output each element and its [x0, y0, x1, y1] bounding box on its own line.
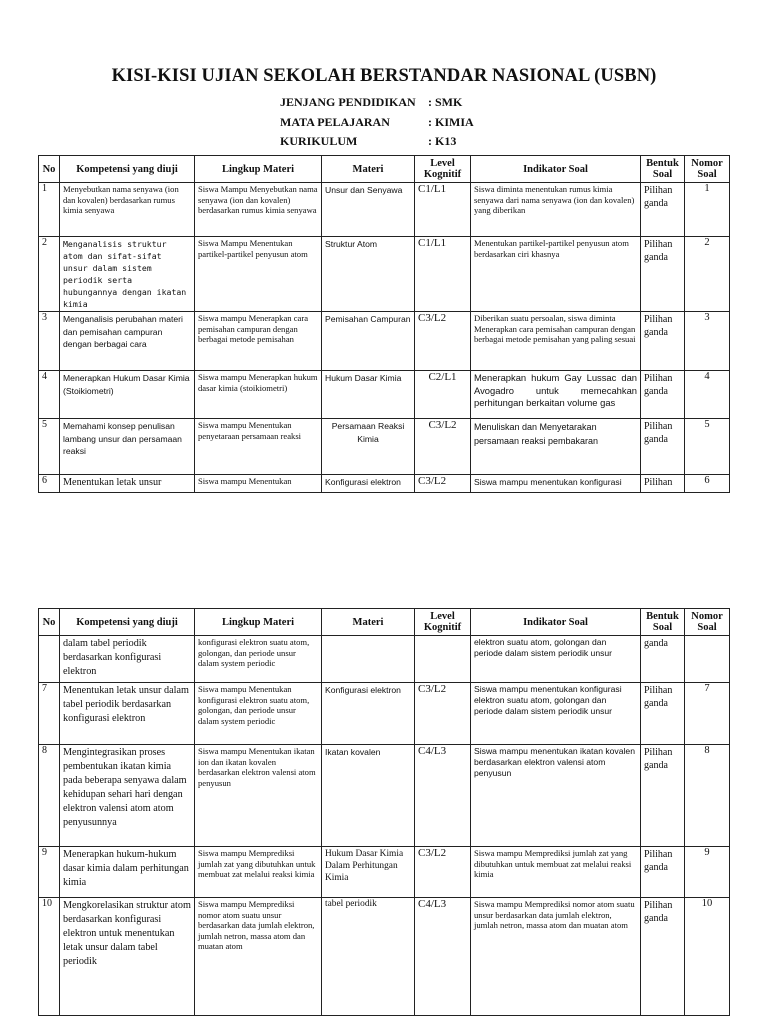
cell-nomor: 2	[685, 237, 730, 312]
cell-level: C1/L1	[415, 237, 471, 312]
kisi-table-2	[38, 608, 730, 1016]
header-kompetensi: Kompetensi yang diuji	[60, 156, 195, 183]
header-materi: Materi	[322, 609, 415, 636]
cell-bentuk: Pilihan ganda	[641, 683, 685, 745]
header-no: No	[39, 609, 60, 636]
cell-bentuk: Pilihan ganda	[641, 183, 685, 237]
header-nomor: Nomor Soal	[685, 609, 730, 636]
cell-bentuk: Pilihan ganda	[641, 847, 685, 898]
cell-no: 9	[39, 847, 60, 898]
cell-materi: tabel periodik	[322, 898, 415, 1016]
meta-value: : K13	[428, 134, 457, 148]
header-lingkup: Lingkup Materi	[195, 156, 322, 183]
cell-materi: Ikatan kovalen	[322, 745, 415, 847]
meta-kurikulum	[280, 134, 456, 149]
cell-bentuk: Pilihan ganda	[641, 312, 685, 371]
header-bentuk: Bentuk Soal	[641, 156, 685, 183]
cell-indikator: Menentukan partikel-partikel penyusun atom berdasarkan ciri khasnya	[471, 237, 641, 312]
header-level: Level Kognitif	[415, 156, 471, 183]
cell-lingkup: Siswa Mampu Menyebutkan nama senyawa (ion dan kovalen) berdasarkan rumus kimia senyawa	[195, 183, 322, 237]
table-row	[39, 371, 730, 419]
header-lingkup: Lingkup Materi	[195, 609, 322, 636]
meta-mapel	[280, 115, 474, 130]
cell-lingkup: Siswa mampu Menerapkan cara pemisahan campuran dengan berbagai metode pemisahan	[195, 312, 322, 371]
table-row	[39, 237, 730, 312]
cell-materi: Pemisahan Campuran	[322, 312, 415, 371]
cell-lingkup: Siswa mampu Menentukan konfigurasi elektron suatu atom, golongan, dan periode unsur dalam system periodic	[195, 683, 322, 745]
cell-kompetensi: Menerapkan hukum-hukum dasar kimia dalam perhitungan kimia	[60, 847, 195, 898]
cell-level: C1/L1	[415, 183, 471, 237]
cell-nomor: 6	[685, 475, 730, 493]
cell-no: 1	[39, 183, 60, 237]
cell-kompetensi: dalam tabel periodik berdasarkan konfigurasi elektron	[60, 636, 195, 683]
cell-no: 4	[39, 371, 60, 419]
cell-kompetensi: Mengkorelasikan struktur atom berdasarkan konfigurasi elektron untuk menentukan letak unsur dalam tabel periodik	[60, 898, 195, 1016]
cell-level: C3/L2	[415, 419, 471, 475]
cell-level: C3/L2	[415, 312, 471, 371]
meta-value: : KIMIA	[428, 115, 474, 129]
cell-level: C3/L2	[415, 475, 471, 493]
cell-indikator: Siswa mampu Memprediksi jumlah zat yang dibutuhkan untuk membuat zat melalui reaksi kimia	[471, 847, 641, 898]
table-row	[39, 183, 730, 237]
cell-lingkup: Siswa mampu Menentukan ikatan ion dan ikatan kovalen berdasarkan elektron valensi atom penyusun	[195, 745, 322, 847]
cell-no: 2	[39, 237, 60, 312]
cell-indikator: Menerapkan hukum Gay Lussac dan Avogadro untuk memecahkan perhitungan berkaitan volume gas	[471, 371, 641, 419]
meta-label: JENJANG PENDIDIKAN	[280, 95, 416, 109]
cell-nomor: 3	[685, 312, 730, 371]
cell-bentuk: Pilihan	[641, 475, 685, 493]
cell-no: 5	[39, 419, 60, 475]
header-nomor: Nomor Soal	[685, 156, 730, 183]
cell-indikator: Diberikan suatu persoalan, siswa diminta Menerapkan cara pemisahan campuran dengan berbagai metode pemisahan yang paling sesuai	[471, 312, 641, 371]
cell-materi: Persamaan Reaksi Kimia	[322, 419, 415, 475]
header-level: Level Kognitif	[415, 609, 471, 636]
cell-indikator: Siswa mampu menentukan konfigurasi elektron suatu atom, golongan dan periode dalam sistem periodik unsur	[471, 683, 641, 745]
cell-lingkup: Siswa mampu Menentukan	[195, 475, 322, 493]
cell-lingkup: Siswa Mampu Menentukan partikel-partikel penyusun atom	[195, 237, 322, 312]
header-kompetensi: Kompetensi yang diuji	[60, 609, 195, 636]
cell-kompetensi: Menyebutkan nama senyawa (ion dan kovalen) berdasarkan rumus kimia senyawa	[60, 183, 195, 237]
cell-kompetensi: Memahami konsep penulisan lambang unsur dan persamaan reaksi	[60, 419, 195, 475]
table-row	[39, 636, 730, 683]
cell-materi: Unsur dan Senyawa	[322, 183, 415, 237]
cell-nomor: 1	[685, 183, 730, 237]
cell-level: C3/L2	[415, 847, 471, 898]
cell-lingkup: Siswa mampu Menerapkan hukum dasar kimia (stoikiometri)	[195, 371, 322, 419]
document-title: KISI-KISI UJIAN SEKOLAH BERSTANDAR NASIONAL (USBN)	[111, 66, 657, 86]
cell-no: 6	[39, 475, 60, 493]
cell-level: C4/L3	[415, 898, 471, 1016]
cell-indikator: Menuliskan dan Menyetarakan persamaan reaksi pembakaran	[471, 419, 641, 475]
cell-kompetensi: Menerapkan Hukum Dasar Kimia (Stoikiometri)	[60, 371, 195, 419]
cell-bentuk: Pilihan ganda	[641, 237, 685, 312]
cell-indikator: Siswa mampu Memprediksi nomor atom suatu unsur berdasarkan data jumlah elektron, jumlah netron, massa atom dan muatan atom	[471, 898, 641, 1016]
cell-nomor: 5	[685, 419, 730, 475]
cell-materi: Konfigurasi elektron	[322, 683, 415, 745]
cell-level: C4/L3	[415, 745, 471, 847]
cell-bentuk: Pilihan ganda	[641, 745, 685, 847]
cell-level: C2/L1	[415, 371, 471, 419]
header-materi: Materi	[322, 156, 415, 183]
cell-kompetensi: Menganalisis struktur atom dan sifat-sifat unsur dalam sistem periodik serta hubungannya dengan ikatan kimia	[60, 237, 195, 312]
meta-label: KURIKULUM	[280, 134, 358, 148]
meta-label: MATA PELAJARAN	[280, 115, 390, 129]
cell-no: 10	[39, 898, 60, 1016]
table-row	[39, 419, 730, 475]
table-header-row	[39, 609, 730, 636]
cell-indikator: Siswa diminta menentukan rumus kimia senyawa dari nama senyawa (ion dan kovalen) yang diberikan	[471, 183, 641, 237]
cell-nomor	[685, 636, 730, 683]
cell-level	[415, 636, 471, 683]
cell-lingkup: Siswa mampu Memprediksi nomor atom suatu unsur berdasarkan data jumlah elektron, jumlah netron, massa atom dan muatan atom	[195, 898, 322, 1016]
cell-indikator: Siswa mampu menentukan konfigurasi	[471, 475, 641, 493]
cell-bentuk: Pilihan ganda	[641, 371, 685, 419]
cell-lingkup: Siswa mampu Memprediksi jumlah zat yang dibutuhkan untuk membuat zat melalui reaksi kimia	[195, 847, 322, 898]
cell-bentuk: Pilihan ganda	[641, 898, 685, 1016]
cell-nomor: 7	[685, 683, 730, 745]
cell-kompetensi: Mengintegrasikan proses pembentukan ikatan kimia pada beberapa senyawa dalam kehidupan sehari hari dengan elektron valensi atom atom penyusunnya	[60, 745, 195, 847]
header-indikator: Indikator Soal	[471, 609, 641, 636]
cell-kompetensi: Menganalisis perubahan materi dan pemisahan campuran dengan berbagai cara	[60, 312, 195, 371]
cell-nomor: 10	[685, 898, 730, 1016]
meta-jenjang	[280, 95, 462, 110]
table-row	[39, 312, 730, 371]
cell-materi: Struktur Atom	[322, 237, 415, 312]
cell-nomor: 4	[685, 371, 730, 419]
cell-indikator: Siswa mampu menentukan ikatan kovalen berdasarkan elektron valensi atom penyusun	[471, 745, 641, 847]
cell-nomor: 8	[685, 745, 730, 847]
table-row	[39, 475, 730, 493]
cell-materi: Konfigurasi elektron	[322, 475, 415, 493]
cell-no: 3	[39, 312, 60, 371]
cell-materi: Hukum Dasar Kimia	[322, 371, 415, 419]
cell-kompetensi: Menentukan letak unsur	[60, 475, 195, 493]
cell-bentuk: ganda	[641, 636, 685, 683]
kisi-table-1	[38, 155, 730, 493]
cell-no	[39, 636, 60, 683]
cell-kompetensi: Menentukan letak unsur dalam tabel periodik berdasarkan konfigurasi elektron	[60, 683, 195, 745]
cell-materi	[322, 636, 415, 683]
cell-bentuk: Pilihan ganda	[641, 419, 685, 475]
header-no: No	[39, 156, 60, 183]
table-row	[39, 847, 730, 898]
cell-materi: Hukum Dasar Kimia Dalam Perhitungan Kimia	[322, 847, 415, 898]
header-bentuk: Bentuk Soal	[641, 609, 685, 636]
cell-lingkup: konfigurasi elektron suatu atom, golongan, dan periode unsur dalam system periodic	[195, 636, 322, 683]
cell-no: 8	[39, 745, 60, 847]
table-row	[39, 745, 730, 847]
cell-level: C3/L2	[415, 683, 471, 745]
cell-indikator: elektron suatu atom, golongan dan periode dalam sistem periodik unsur	[471, 636, 641, 683]
table-row	[39, 898, 730, 1016]
cell-nomor: 9	[685, 847, 730, 898]
table-row	[39, 683, 730, 745]
cell-no: 7	[39, 683, 60, 745]
table-header-row	[39, 156, 730, 183]
meta-value: : SMK	[428, 95, 463, 109]
header-indikator: Indikator Soal	[471, 156, 641, 183]
cell-lingkup: Siswa mampu Menentukan penyetaraan persamaan reaksi	[195, 419, 322, 475]
